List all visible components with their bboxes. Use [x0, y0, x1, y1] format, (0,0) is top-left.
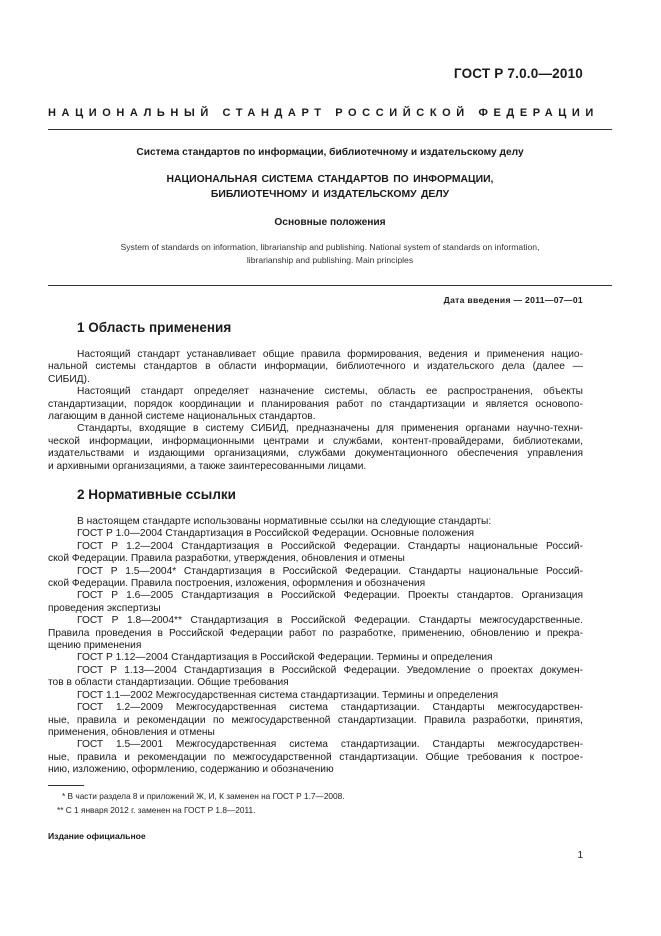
text-line: ской Федерации. Правила разработки, утверждения, обновления и отмены — [48, 553, 405, 565]
text-line: ГОСТ Р 1.12—2004 Стандартизация в Российской Федерации. Термины и определения — [77, 652, 493, 664]
text-line: ческой информации, информационными центрами и службами, контент-провайдерами, библиотеками, — [48, 435, 583, 447]
text-line: ГОСТ 1.5—2001 Межгосударственная система стандартизации. Стандарты межгосударствен- — [77, 739, 583, 751]
text-line: нальной системы стандартов в области информации, библиотечного и издательского дела (далее — — [48, 361, 583, 373]
section-2-heading: 2 Нормативные ссылки — [77, 487, 236, 502]
section-1-heading: 1 Область применения — [77, 320, 232, 335]
section-2-body — [48, 516, 583, 777]
text-line: Настоящий стандарт определяет назначение системы, область ее распространения, объекты — [77, 386, 583, 398]
main-title — [48, 172, 612, 202]
text-line: ГОСТ Р 1.6—2005 Стандартизация в Российской Федерации. Проекты стандартов. Организация — [77, 590, 583, 602]
introduction-date: Дата введения — 2011—07—01 — [443, 295, 583, 305]
text-line: ГОСТ 1.1—2002 Межгосударственная система стандартизации. Термины и определения — [77, 689, 499, 701]
subtitle: Основные положения — [274, 217, 386, 228]
standards-system-name: Система стандартов по информации, библиотечному и издательскому делу — [136, 147, 524, 158]
footnote-2: ** С 1 января 2012 г. заменен на ГОСТ Р 1.8—2011. — [57, 805, 256, 815]
text-line: ные, правила и рекомендации по межгосударственной стандартизации. Общие требования к построе- — [48, 751, 583, 763]
footnote-1: * В части раздела 8 и приложений Ж, И, К заменен на ГОСТ Р 1.7—2008. — [62, 791, 345, 801]
text-line: ГОСТ Р 1.2—2004 Стандартизация в Российской Федерации. Стандарты национальные Россий- — [77, 540, 583, 552]
text-line: СИБИД). — [48, 373, 90, 385]
text-line: ГОСТ Р 1.13—2004 Стандартизация в Российской Федерации. Уведомление о проектах докумен- — [77, 664, 583, 676]
text-line: ные, правила и рекомендации по межгосударственной стандартизации. Правила разработки, принятия, — [48, 714, 583, 726]
english-title-line-1: System of standards on information, librarianship and publishing. National system of standards on information, — [120, 242, 540, 252]
footnote-rule — [48, 785, 84, 786]
english-title — [60, 241, 600, 267]
header-rule — [48, 129, 612, 130]
text-line: ГОСТ Р 1.5—2004* Стандартизация в Российской Федерации. Стандарты национальные Россий- — [77, 565, 583, 577]
national-standard-banner: НАЦИОНАЛЬНЫЙ СТАНДАРТ РОССИЙСКОЙ ФЕДЕРАЦИИ — [48, 107, 599, 119]
text-line: ГОСТ 1.2—2009 Межгосударственная система стандартизации. Стандарты межгосударствен- — [77, 702, 583, 714]
text-line: лагающим в данной системе национальных стандартов. — [48, 411, 316, 423]
document-code: ГОСТ Р 7.0.0—2010 — [453, 66, 583, 81]
text-line: нию, изложению, оформлению, содержанию и обозначению — [48, 764, 334, 776]
text-line: щению применения — [48, 640, 142, 652]
text-line: Стандарты, входящие в систему СИБИД, предназначены для применения органами научно-техни- — [77, 423, 583, 435]
official-edition-label: Издание официальное — [48, 831, 146, 841]
title-block-rule — [48, 285, 612, 286]
main-title-line-1: НАЦИОНАЛЬНАЯ СИСТЕМА СТАНДАРТОВ ПО ИНФОРМАЦИИ, — [166, 174, 494, 185]
text-line: Настоящий стандарт устанавливает общие правила формирования, ведения и применения нацио- — [77, 349, 583, 360]
text-line: В настоящем стандарте использованы нормативные ссылки на следующие стандарты: — [77, 516, 492, 527]
text-line: ГОСТ Р 1.0—2004 Стандартизация в Российской Федерации. Основные положения — [77, 528, 474, 540]
text-line: применения, обновления и отмены — [48, 726, 215, 738]
text-line: и архивными организациями, а также заинтересованными лицами. — [48, 460, 367, 472]
text-line: ской Федерации. Правила построения, изложения, оформления и обозначения — [48, 578, 426, 590]
english-title-line-2: librarianship and publishing. Main principles — [246, 255, 414, 265]
text-line: Правила проведения в Российской Федерации работ по разработке, применению, обновлению и прекра- — [48, 627, 583, 639]
main-title-line-2: БИБЛИОТЕЧНОМУ И ИЗДАТЕЛЬСКОМУ ДЕЛУ — [210, 189, 450, 200]
text-line: издательствами и издающими организациями, службами документационного обеспечения управления — [48, 448, 583, 460]
section-1-body — [48, 349, 583, 473]
text-line: ГОСТ Р 1.8—2004** Стандартизация в Российской Федерации. Стандарты межгосударственные. — [77, 615, 583, 627]
text-line: стандартизации, порядок координации и планирования работ по стандартизации и является основопо- — [48, 398, 583, 410]
page-number: 1 — [577, 850, 583, 861]
text-line: проведения экспертизы — [48, 602, 161, 614]
text-line: тов в области стандартизации. Общие требования — [48, 677, 289, 689]
